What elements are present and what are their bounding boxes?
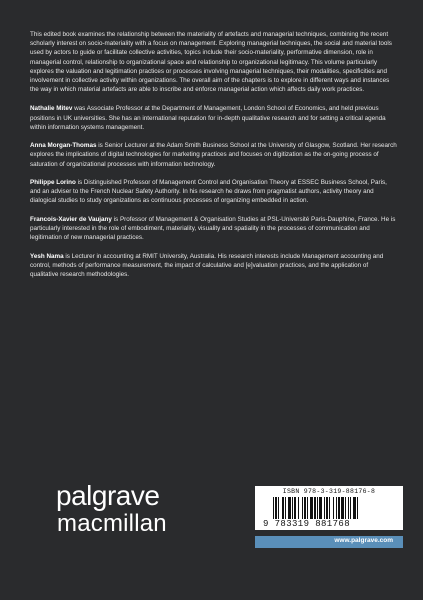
- author-bio: was Associate Professor at the Department of Management, London School of Economics, and held previous positions in UK universities. She has an international reputation for in-depth qualitative research and for setting a critical agenda within information systems management.: [30, 105, 386, 131]
- bio-paragraph: [30, 215, 398, 243]
- author-name: Yesh Nama: [30, 252, 64, 260]
- barcode-icon: [273, 497, 395, 519]
- barcode-panel: [255, 486, 403, 530]
- isbn-label: ISBN 978-3-319-88176-8: [282, 488, 376, 495]
- bio-paragraph: [30, 104, 398, 132]
- author-name: Nathalie Mitev: [30, 105, 73, 113]
- publisher-url-bar[interactable]: [255, 536, 403, 548]
- author-bio: is Lecturer in accounting at RMIT University, Australia. His research interests include Management accounting and control, methods of performance measurement, the impact of calculative and [e]valuation practices, and the application of qualitative research methodologies.: [30, 252, 384, 279]
- book-summary: This edited book examines the relationship between the materiality of artefacts and managerial techniques, combining the recent scholarly interest on socio-materiality with a focus on management. Exploring managerial techniques, the social and material tools used by actors to guide or facilitate collective activities, topics include their socio-materiality, performative dimension, role in managerial control, relationship to organizational space and relationship to organizational legitimacy. This volume particularly explores the valuation and legitimation practices or processes involving managerial techniques, their modalities, specificities and involvement in collective activity within organizations. The overall aim of the chapters is to explore in different ways and instances the way in which material artefacts are able to inscribe and enforce managerial action which affects daily work practices.: [30, 31, 392, 94]
- barcode-digits: 9 783319 881768: [263, 519, 351, 529]
- publisher-url[interactable]: www.palgrave.com: [334, 537, 393, 544]
- bio-paragraph: [30, 252, 398, 280]
- author-bio: is Professor of Management & Organisation Studies at PSL-Université Paris-Dauphine, France. He is particularly interested in the role of embodiment, materiality, visuality and spatiality in the processes of communication and legitimation of new managerial practices.: [30, 215, 396, 242]
- cover-text: [30, 30, 398, 288]
- author-bio: is Distinguished Professor of Management Control and Organisation Theory at ESSEC Business School, Paris, and an adviser to the French Nuclear Safety Authority. In his research he draws from pragmatist authors, activity theory and dialogical studies to study organizations as continuous processes of organizing embedded in action.: [30, 179, 387, 205]
- author-name: Philippe Lorino: [30, 179, 76, 187]
- author-bio: is Senior Lecturer at the Adam Smith Business School at the University of Glasgow, Scotland. Her research explores the implications of digital technologies for marketing practices and focuses on digitization as the on-going process of saturation of organizational processes with information technology.: [30, 142, 397, 168]
- bio-paragraph: [30, 178, 398, 206]
- publisher-logo-palgrave: palgrave: [56, 480, 160, 511]
- author-name: Anna Morgan-Thomas: [30, 142, 97, 150]
- author-name: Francois-Xavier de Vaujany: [30, 215, 112, 223]
- bio-paragraph: [30, 141, 398, 169]
- publisher-logo-macmillan: macmillan: [57, 510, 167, 537]
